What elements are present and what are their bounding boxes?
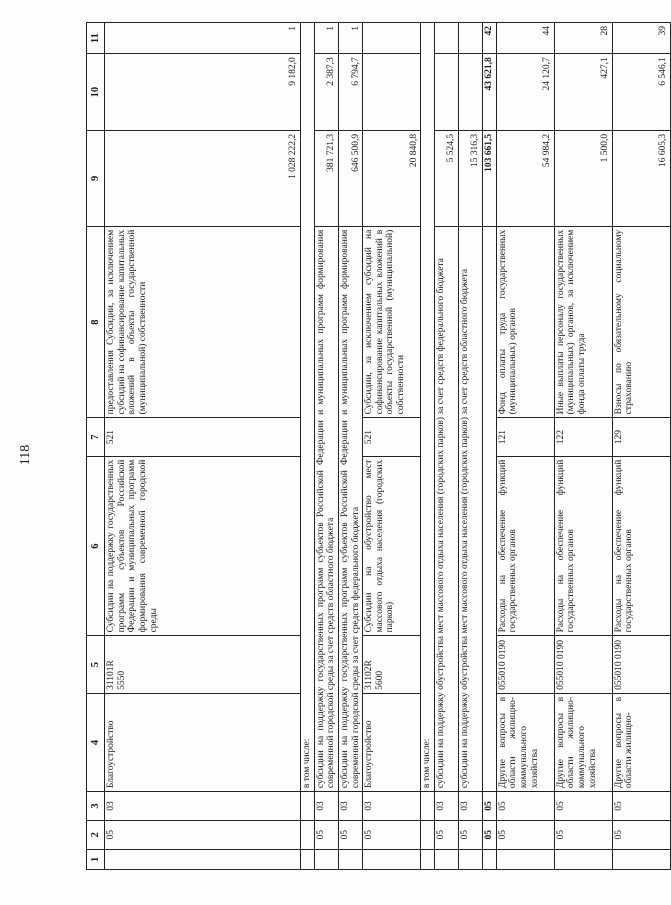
subsection-code: 05 — [612, 792, 670, 821]
subsection-name: Другие вопросы в области жилищно-коммунального хозяйства — [496, 693, 554, 791]
row-index-cell — [363, 849, 421, 869]
empty-cell — [421, 792, 435, 821]
planned-amount: 1 028 222,2 — [105, 130, 301, 226]
execution-percent: 39 — [612, 23, 670, 54]
subsection-name: Другие вопросы в области жилищно-коммунального хозяйства — [554, 693, 612, 791]
planned-amount: 5 524,5 — [434, 130, 458, 226]
section-code: 05 — [496, 820, 554, 849]
execution-percent: 28 — [554, 23, 612, 54]
subsection-code: 03 — [458, 792, 482, 821]
subsection-name: Другие вопросы в области жилищно- — [612, 693, 670, 791]
planned-amount: 381 721,3 — [314, 130, 338, 226]
row-index-cell — [314, 849, 338, 869]
table-row — [105, 23, 301, 870]
execution-percent: 1 — [105, 23, 301, 54]
section-code: 05 — [434, 820, 458, 849]
section-code: 05 — [482, 820, 496, 849]
expense-type-name: Взносы по обязательному социальному страхованию — [612, 226, 670, 418]
subsidy-description: субсидии на поддержку государственных программ субъектов Российской Федерации и муниципальных программ формирования современной городской среды за счет средств областного бюджета — [314, 226, 338, 791]
article-name: Расходы на обеспечение функций государственных органов — [554, 456, 612, 636]
planned-amount: 15 316,3 — [458, 130, 482, 226]
subtotal-executed: 43 621,8 — [482, 54, 496, 131]
empty-cell — [421, 820, 435, 849]
column-header: 11 — [87, 23, 105, 54]
subsection-code: 03 — [314, 792, 338, 821]
article-name: Субсидии на обустройство мест массового отдыха населения (городских парков) — [363, 456, 421, 636]
subsection-name: Благоустройство — [363, 693, 421, 791]
executed-amount: 9 182,0 — [105, 54, 301, 131]
article-name: Субсидии на поддержку государственных программ субъектов Российской Федерации и муниципальных программ формирования современной городской среды — [105, 456, 301, 636]
column-header: 8 — [87, 226, 105, 418]
expense-type-name: Иные выплаты персоналу государственных (муниципальных) органов, за исключением фонда оплаты труда — [554, 226, 612, 418]
executed-amount: 427,1 — [554, 54, 612, 131]
subsection-code: 03 — [338, 792, 362, 821]
section-code: 05 — [105, 820, 301, 849]
expense-type-code: 521 — [363, 418, 421, 456]
execution-percent — [434, 23, 458, 54]
column-header: 9 — [87, 130, 105, 226]
column-header: 3 — [87, 792, 105, 821]
column-header: 7 — [87, 418, 105, 456]
expense-type-code: 122 — [554, 418, 612, 456]
table-row — [301, 23, 315, 870]
section-code: 05 — [554, 820, 612, 849]
expense-type-name: Субсидии, за исключением субсидий на софинансирование капитальных вложений в объекты государственной (муниципальной) собственности — [363, 226, 421, 418]
planned-amount: 54 984,2 — [496, 130, 554, 226]
execution-percent: 44 — [496, 23, 554, 54]
target-article-code: 055010 0190 — [612, 636, 670, 694]
section-code: 05 — [314, 820, 338, 849]
row-index-cell — [612, 849, 670, 869]
column-header: 2 — [87, 820, 105, 849]
subsection-code: 05 — [496, 792, 554, 821]
empty-cell — [482, 226, 496, 791]
execution-percent: 1 — [338, 23, 362, 54]
column-header: 10 — [87, 54, 105, 131]
subsection-code: 03 — [105, 792, 301, 821]
table-row — [458, 23, 482, 870]
row-index-cell — [105, 849, 301, 869]
subsection-code: 05 — [482, 792, 496, 821]
executed-amount — [434, 54, 458, 131]
expense-type-name: предоставления Субсидии, за исключением субсидий на софинансирование капитальных вложений в объекты государственной (муниципальной) собственности — [105, 226, 301, 418]
section-code: 05 — [612, 820, 670, 849]
table-row — [338, 23, 362, 870]
executed-amount: 24 120,7 — [496, 54, 554, 131]
rotated-table-page — [86, 22, 669, 870]
empty-cell — [301, 820, 315, 849]
column-header: 1 — [87, 849, 105, 869]
table-row — [363, 23, 421, 870]
target-article-code: 055010 0190 — [496, 636, 554, 694]
row-index-cell — [338, 849, 362, 869]
row-index-cell — [458, 849, 482, 869]
executed-amount: 2 387,3 — [314, 54, 338, 131]
execution-percent: 1 — [314, 23, 338, 54]
table-row — [612, 23, 670, 870]
table-row — [554, 23, 612, 870]
expense-type-code: 129 — [612, 418, 670, 456]
header-row — [87, 23, 105, 870]
planned-amount: 16 605,3 — [612, 130, 670, 226]
target-article-code: 055010 0190 — [554, 636, 612, 694]
executed-amount — [363, 54, 421, 131]
executed-amount: 6 546,1 — [612, 54, 670, 131]
expense-type-name: Фонд оплаты труда государственных (муниципальных) органов — [496, 226, 554, 418]
row-index-cell — [496, 849, 554, 869]
planned-amount: 1 500,0 — [554, 130, 612, 226]
budget-table — [86, 22, 671, 870]
section-code: 05 — [458, 820, 482, 849]
executed-amount: 6 794,7 — [338, 54, 362, 131]
section-code: 05 — [338, 820, 362, 849]
row-index-cell — [554, 849, 612, 869]
row-index-cell — [482, 849, 496, 869]
column-header: 6 — [87, 456, 105, 636]
column-header: 4 — [87, 693, 105, 791]
including-label: в том числе: — [421, 23, 435, 792]
execution-percent — [363, 23, 421, 54]
subsidy-description: субсидии на поддержку обустройства мест массового отдыха населения (городских парков) за счет средств федерального бюджета — [434, 226, 458, 791]
subsidy-description: субсидии на поддержку государственных программ субъектов Российской Федерации и муниципальных программ формирования современной городской среды за счет средств федерального бюджета — [338, 226, 362, 791]
row-index-cell — [301, 849, 315, 869]
subsection-code: 03 — [363, 792, 421, 821]
subsection-code: 05 — [554, 792, 612, 821]
planned-amount: 20 840,8 — [363, 130, 421, 226]
article-name: Расходы на обеспечение функций государственных органов — [496, 456, 554, 636]
table-row — [314, 23, 338, 870]
expense-type-code: 521 — [105, 418, 301, 456]
table-row — [482, 23, 496, 870]
expense-type-code: 121 — [496, 418, 554, 456]
executed-amount — [458, 54, 482, 131]
section-code: 05 — [363, 820, 421, 849]
row-index-cell — [434, 849, 458, 869]
table-row — [434, 23, 458, 870]
execution-percent — [458, 23, 482, 54]
target-article-code: 31102R 5600 — [363, 636, 421, 694]
subsection-name: Благоустройство — [105, 693, 301, 791]
row-index-cell — [421, 849, 435, 869]
article-name: Расходы на обеспечение функций государственных органов — [612, 456, 670, 636]
column-header: 5 — [87, 636, 105, 694]
empty-cell — [301, 792, 315, 821]
subtotal-percent: 42 — [482, 23, 496, 54]
planned-amount: 646 500,9 — [338, 130, 362, 226]
subsection-code: 03 — [434, 792, 458, 821]
page-number: 118 — [18, 444, 33, 466]
table-row — [421, 23, 435, 870]
table-body — [87, 23, 671, 870]
subtotal-planned: 103 661,5 — [482, 130, 496, 226]
table-row — [496, 23, 554, 870]
subsidy-description: субсидии на поддержку обустройства мест массового отдыха населения (городских парков) за счет средств областного бюджета — [458, 226, 482, 791]
target-article-code: 31101R 5550 — [105, 636, 301, 694]
including-label: в том числе: — [301, 23, 315, 792]
